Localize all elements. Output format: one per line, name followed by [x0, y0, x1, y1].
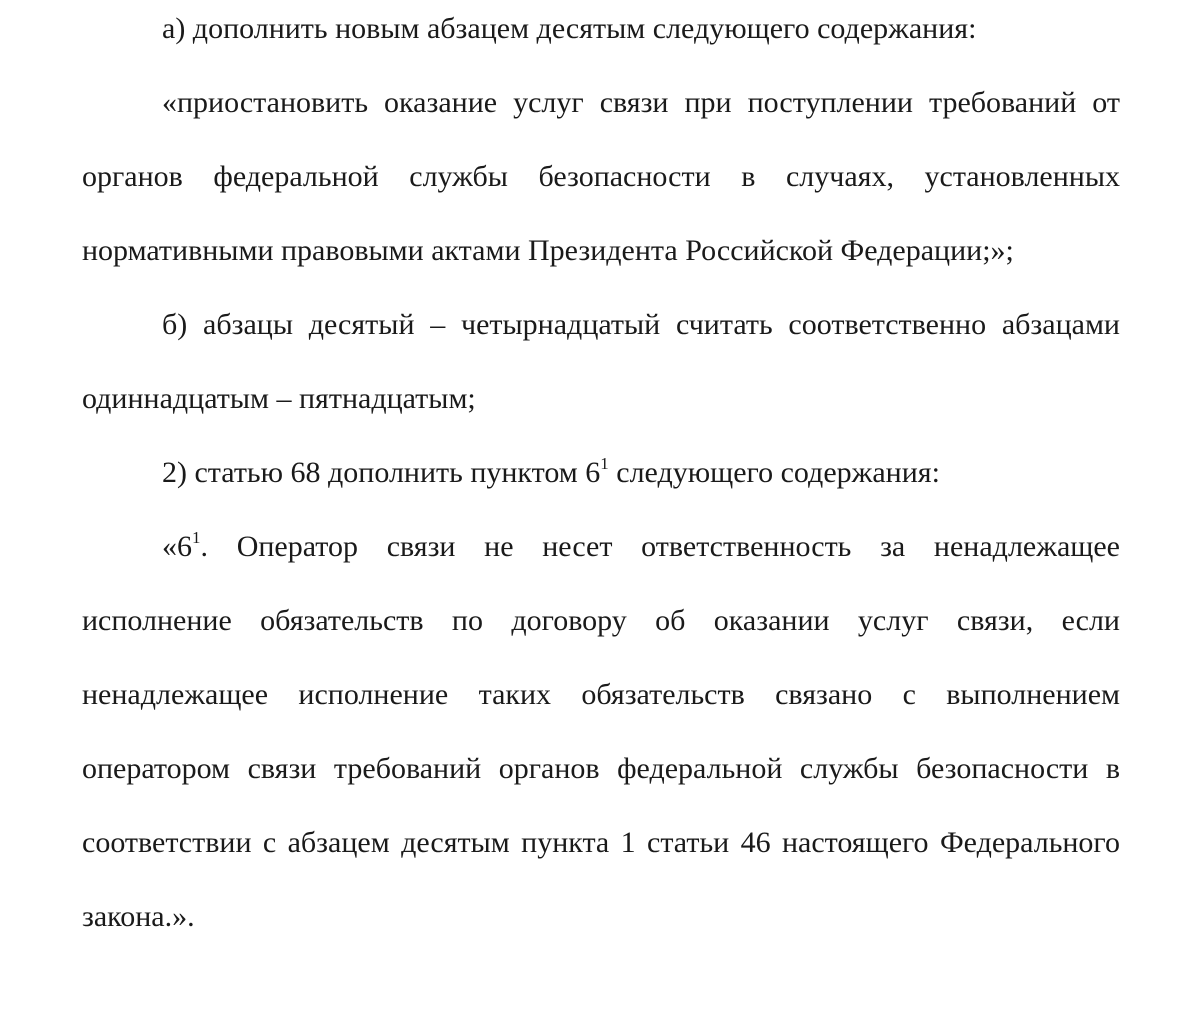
paragraph-6-1-text-end: . Оператор связи не несет ответственность за ненадлежащее исполнение обязательств по договору об оказании услуг связи, если ненадлежащее исполнение таких обязательств связано с выполнением оператором связи требований органов федеральной службы безопасности в соответствии с абзацем десятым пункта 1 статьи 46 настоящего Федерального закона.».	[82, 530, 1120, 933]
paragraph-6-1-superscript: 1	[192, 528, 201, 547]
paragraph-a: а) дополнить новым абзацем десятым следующего содержания:	[162, 12, 977, 45]
paragraph-b: б) абзацы десятый – четырнадцатый считать соответственно абзацами одиннадцатым – пятнадцатым;	[82, 308, 1120, 415]
paragraph-2-text-start: 2) статью 68 дополнить пунктом 6	[162, 456, 601, 489]
paragraph-quote-suspend-services: «приостановить оказание услуг связи при поступлении требований от органов федеральной службы безопасности в случаях, установленных нормативными правовыми актами Президента Российской Федерации;»;	[82, 86, 1120, 267]
paragraph-6-1-text-start: «6	[162, 530, 192, 563]
paragraph-2-text-end: следующего содержания:	[608, 456, 940, 489]
paragraph-2-superscript: 1	[600, 454, 609, 473]
paragraph-2	[82, 436, 1120, 510]
document-page	[82, 0, 1120, 1026]
paragraph-6-1	[82, 510, 1120, 954]
